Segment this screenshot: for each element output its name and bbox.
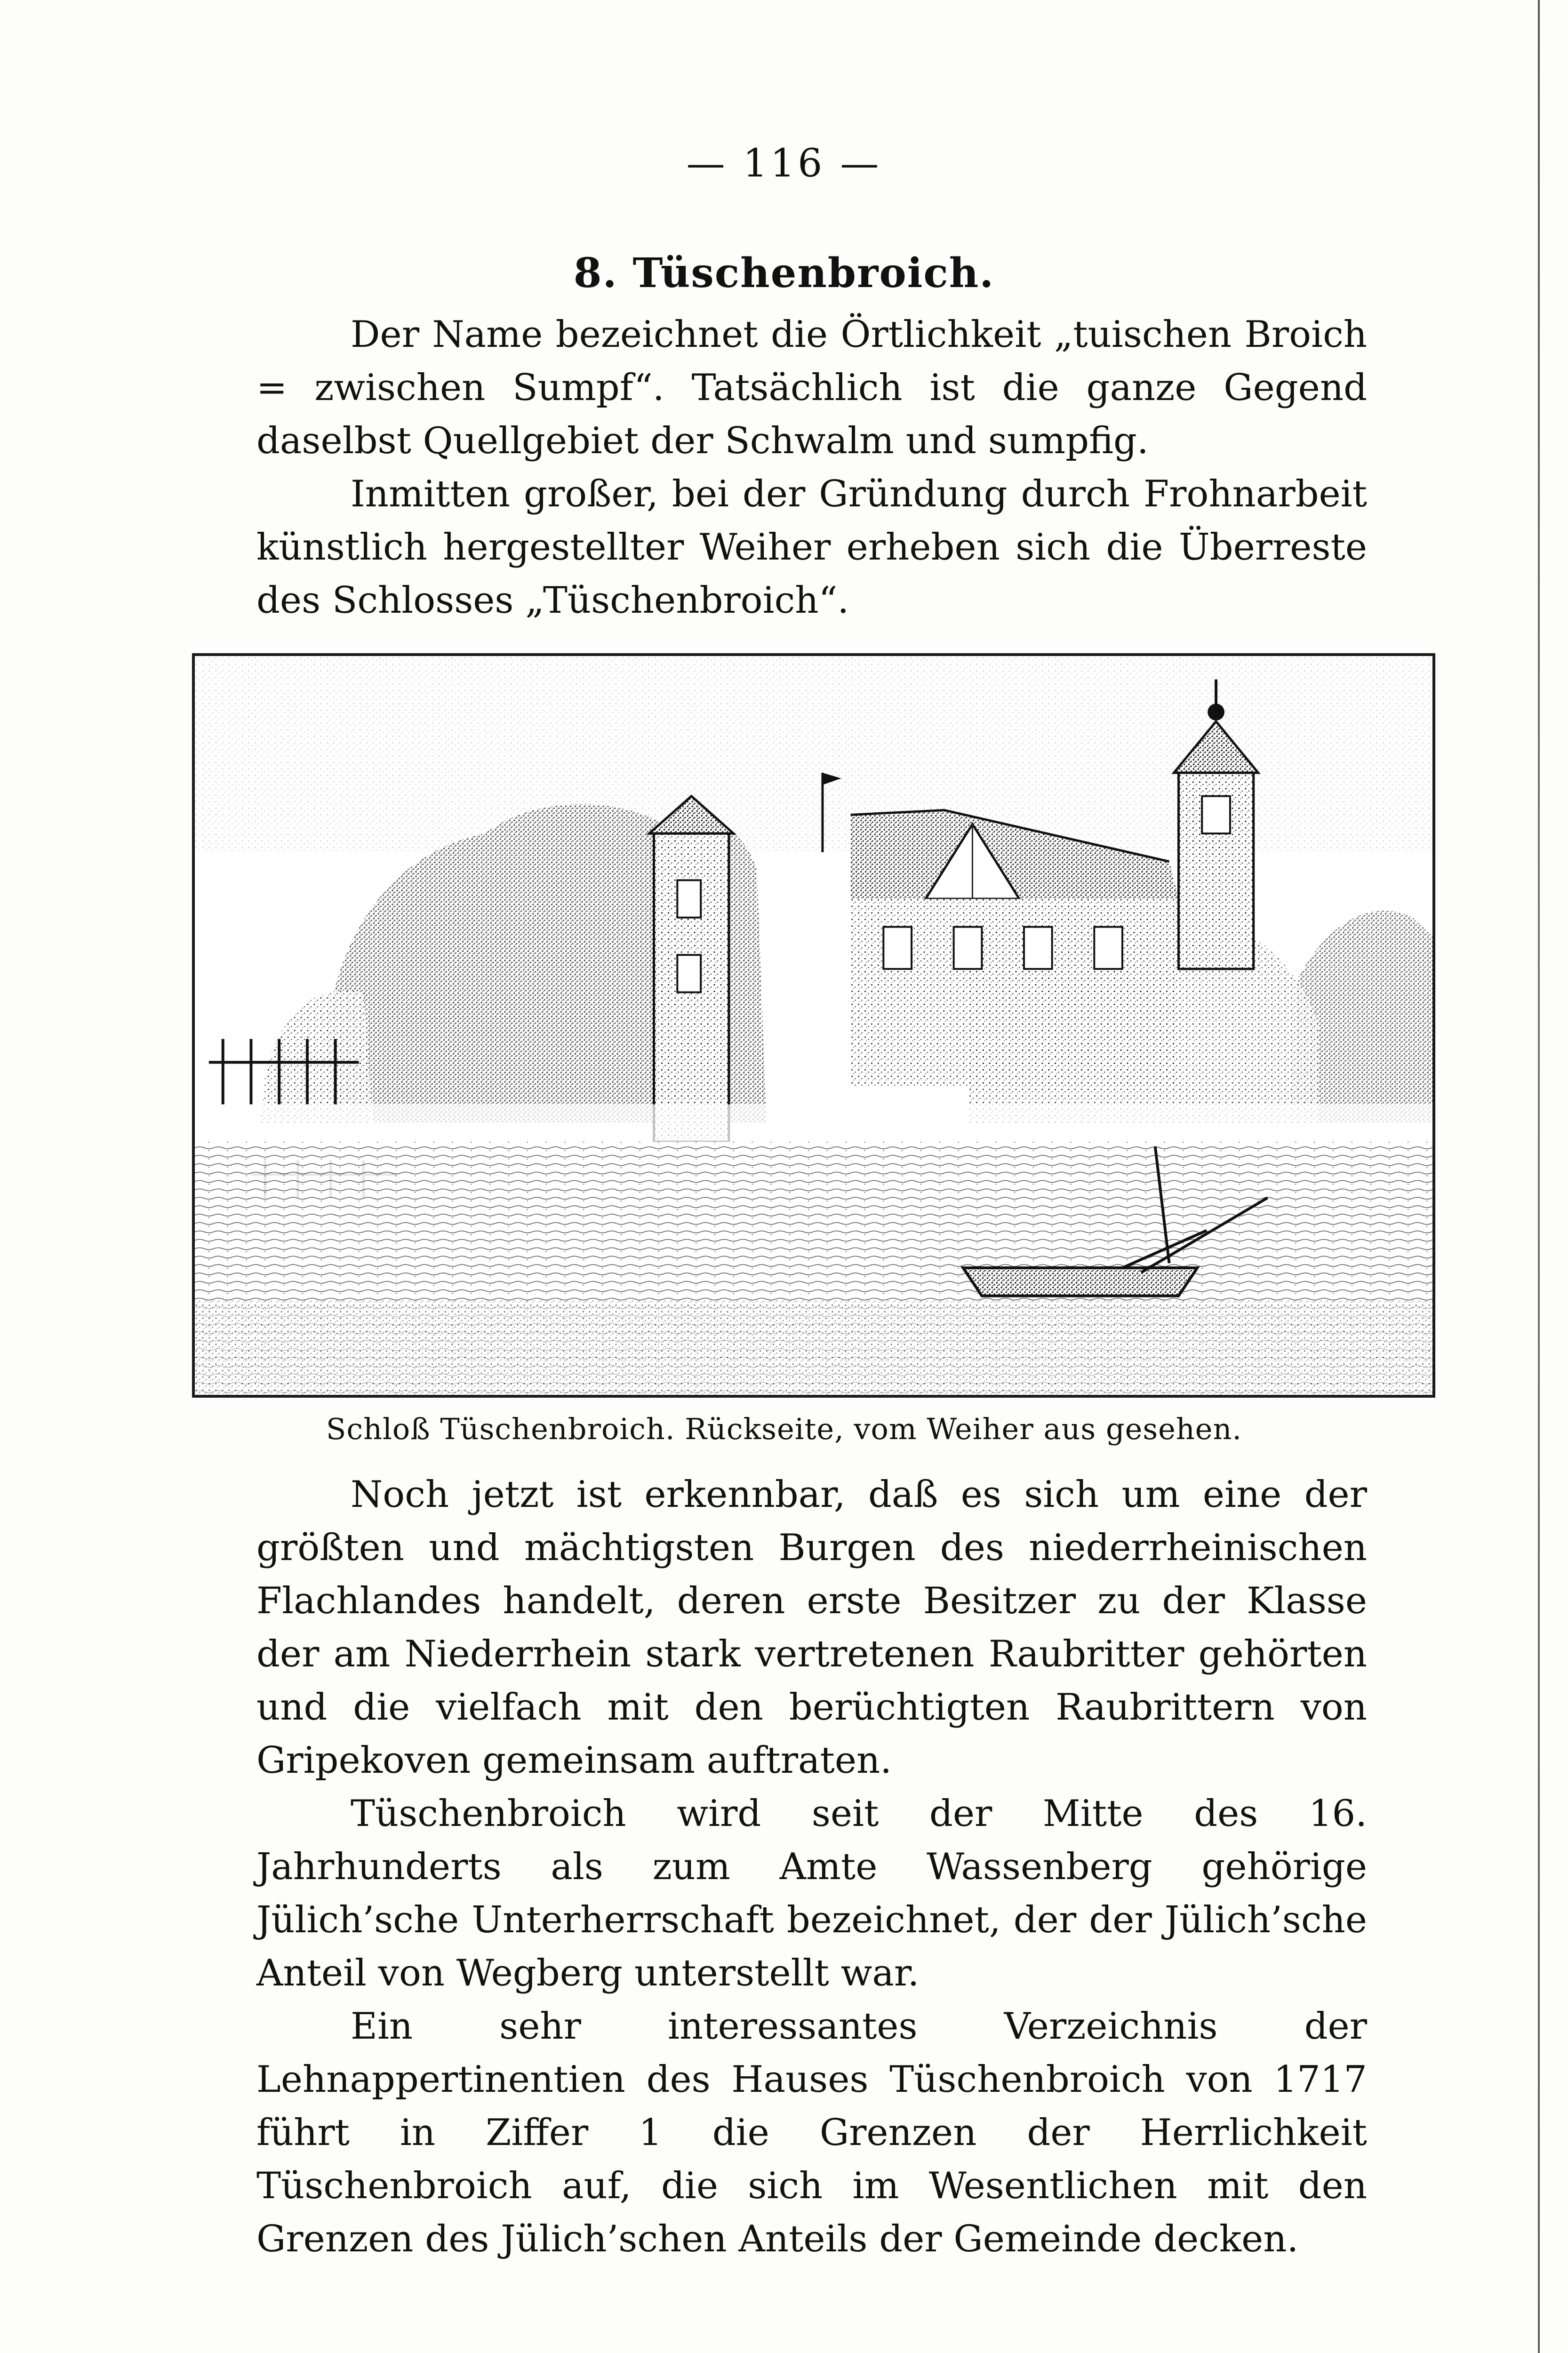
body-text [256,1468,1367,2266]
body-paragraph-3: Ein sehr interessantes Verzeichnis der Lehnappertinentien des Hauses Tüschenbroich von 1717 führt in Ziffer 1 die Grenzen der Herrlichkeit Tüschenbroich auf, die sich im Wesentlichen mit den Grenzen des Jülich’schen Anteils der Gemeinde decken. [256,2005,1367,2260]
page-edge-line [1538,0,1540,2353]
castle-illustration [192,653,1435,1398]
body-paragraph-1: Noch jetzt ist erkennbar, daß es sich um eine der größten und mächtigsten Burgen des niederrheinischen Flachlandes handelt, deren erste Besitzer zu der Klasse der am Niederrhein stark vertretenen Raubritter gehörten und die vielfach mit den berüchtigten Raubrittern von Gripekoven gemeinsam auftraten. [256,1473,1367,1782]
page-number: — 116 — [686,141,882,186]
body-paragraph-2: Tüschenbroich wird seit der Mitte des 16. Jahrhunderts als zum Amte Wassenberg gehörige Jülich’sche Unterherrschaft bezeichnet, der der Jülich’sche Anteil von Wegberg unterstellt war. [256,1793,1367,1994]
intro-paragraph-2: Inmitten großer, bei der Gründung durch Frohnarbeit künstlich hergestellter Weiher erheben sich die Überreste des Schlosses „Tüschenbroich“. [256,473,1367,622]
figure-caption: Schloß Tüschenbroich. Rückseite, vom Weiher aus gesehen. [326,1412,1242,1446]
section-heading: 8. Tüschenbroich. [573,249,995,297]
intro-paragraph-1: Der Name bezeichnet die Örtlichkeit „tuischen Broich = zwischen Sumpf“. Tatsächlich ist die ganze Gegend daselbst Quellgebiet der Schwalm und sumpfig. [256,313,1367,462]
left-tower [649,796,734,1142]
intro-text [256,308,1367,627]
